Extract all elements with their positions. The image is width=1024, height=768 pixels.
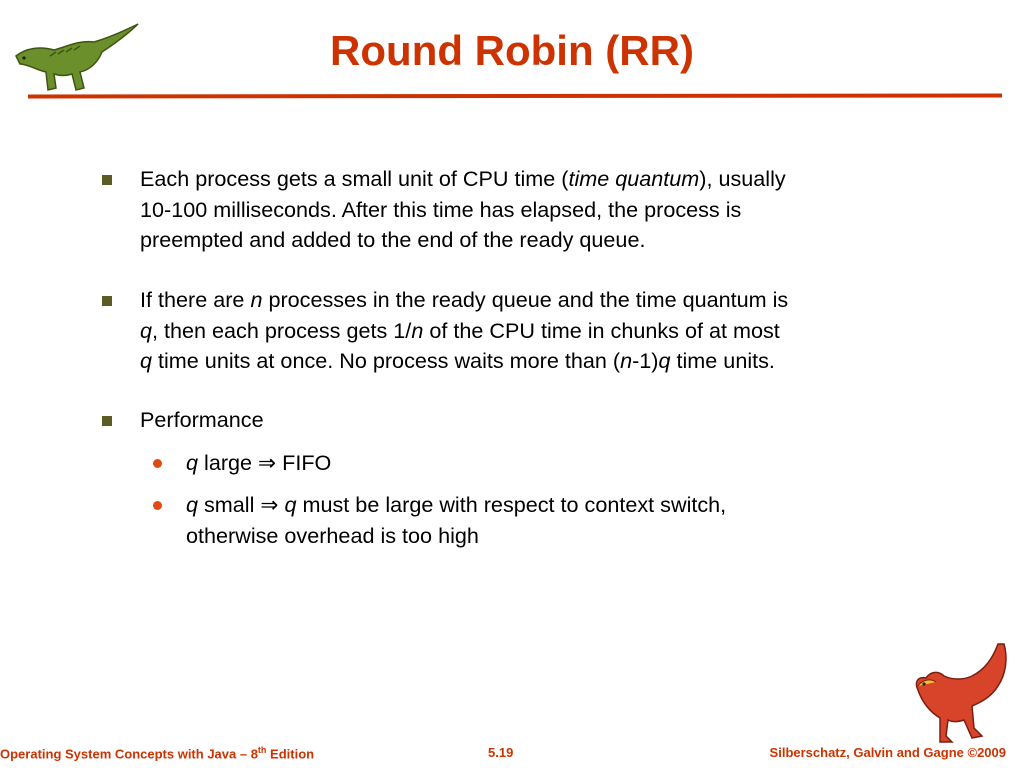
bullet-text: time units. [670, 348, 775, 373]
bullet-square [102, 175, 112, 185]
bullet-text: time units at once. No process waits more than ( [152, 348, 621, 373]
sub-bullet-item [186, 490, 886, 551]
footer-book-title: Operating System Concepts with Java – 8 [0, 746, 258, 762]
sub-bullet-line [186, 448, 886, 479]
footer-left [0, 745, 314, 761]
bullet-square [102, 296, 112, 306]
var-q: q [658, 348, 671, 373]
sub-bullet-text: large [198, 450, 259, 475]
footer-edition-sup: th [257, 745, 267, 755]
term-time-quantum: time quantum [568, 166, 700, 191]
implies-icon: ⇒ [260, 492, 279, 517]
footer-edition: Edition [266, 746, 315, 762]
var-n: n [411, 317, 424, 343]
sub-bullet-item [186, 448, 886, 479]
bullet-line [140, 285, 920, 316]
footer-right: Silberschatz, Galvin and Gagne ©2009 [769, 745, 1006, 760]
bullet-square [102, 416, 112, 426]
bullet-text: -1) [632, 348, 659, 373]
bullet-text: ), usually [699, 166, 786, 191]
bullet-text: If there are [140, 287, 251, 312]
sub-bullet-line: otherwise overhead is too high [186, 522, 479, 548]
bullet-text: Each process gets a small unit of CPU time ( [140, 166, 569, 191]
sub-bullet-dot [153, 459, 162, 468]
sub-bullet-text: FIFO [276, 450, 332, 475]
bullet-line: preempted and added to the end of the ready queue. [140, 227, 646, 252]
bullet-text: of the CPU time in chunks of at most [423, 317, 780, 343]
var-q: q [186, 450, 199, 475]
bullet-text: processes in the ready queue and the time quantum is [262, 287, 789, 312]
bullet-item [140, 164, 920, 256]
slide-title: Round Robin (RR) [330, 27, 694, 74]
var-n: n [620, 348, 633, 373]
bullet-line: 10-100 milliseconds. After this time has elapsed, the process is [140, 196, 742, 222]
sub-bullet-dot [153, 501, 162, 510]
bullet-line [140, 316, 920, 347]
red-dinosaur-icon [908, 640, 1012, 746]
sub-bullet-line [186, 490, 886, 521]
var-n: n [250, 287, 263, 312]
title-underline [28, 93, 1002, 98]
bullet-line [140, 164, 920, 195]
bullet-line [140, 346, 920, 377]
var-q: q [284, 492, 297, 517]
var-q: q [140, 348, 153, 373]
bullet-item [140, 405, 920, 436]
var-q: q [140, 317, 153, 343]
bullet-text: , then each process gets 1/ [152, 317, 412, 343]
slide-number: 5.19 [488, 745, 514, 760]
implies-icon: ⇒ [258, 450, 277, 475]
bullet-line: Performance [140, 407, 264, 432]
bullet-item [140, 285, 920, 377]
sub-bullet-text: small [198, 492, 261, 517]
var-q: q [186, 492, 199, 517]
sub-bullet-text: must be large with respect to context switch, [296, 492, 727, 517]
